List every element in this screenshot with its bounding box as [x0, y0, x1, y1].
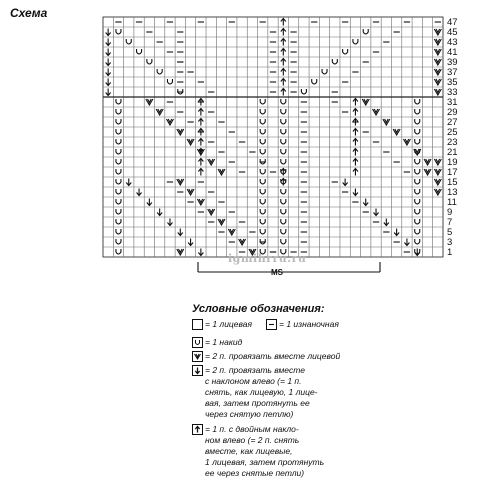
ms-label: MS	[271, 268, 283, 277]
row-number-39: 39	[447, 57, 458, 68]
chart-title: Схема	[10, 6, 48, 20]
row-number-35: 35	[447, 77, 458, 88]
row-number-19: 19	[447, 157, 458, 168]
yarn-over-square-icon	[192, 337, 203, 348]
row-number-5: 5	[447, 227, 453, 238]
legend-title: Условные обозначения:	[192, 303, 325, 315]
row-numbers	[447, 17, 458, 258]
row-number-41: 41	[447, 47, 458, 58]
ssk-square-icon	[192, 365, 203, 376]
row-number-31: 31	[447, 97, 458, 108]
row-number-1: 1	[447, 247, 453, 258]
row-number-3: 3	[447, 237, 453, 248]
purl-square-icon	[266, 319, 277, 330]
watermark: igmihrru.ru	[228, 252, 307, 265]
row-number-9: 9	[447, 207, 453, 218]
row-number-11: 11	[447, 197, 457, 208]
row-number-27: 27	[447, 117, 458, 128]
row-number-15: 15	[447, 177, 458, 188]
row-number-23: 23	[447, 137, 458, 148]
row-number-43: 43	[447, 37, 458, 48]
row-number-17: 17	[447, 167, 458, 178]
row-number-47: 47	[447, 17, 458, 28]
row-number-13: 13	[447, 187, 458, 198]
row-number-21: 21	[447, 147, 458, 158]
row-number-25: 25	[447, 127, 458, 138]
row-number-29: 29	[447, 107, 458, 118]
row-number-7: 7	[447, 217, 453, 228]
double-decrease-square-icon	[192, 424, 203, 435]
row-number-45: 45	[447, 27, 458, 38]
row-number-37: 37	[447, 67, 458, 78]
knit-square-icon	[192, 319, 203, 330]
row-number-33: 33	[447, 87, 458, 98]
chart-grid	[103, 17, 443, 257]
k2tog-square-icon	[192, 351, 203, 362]
